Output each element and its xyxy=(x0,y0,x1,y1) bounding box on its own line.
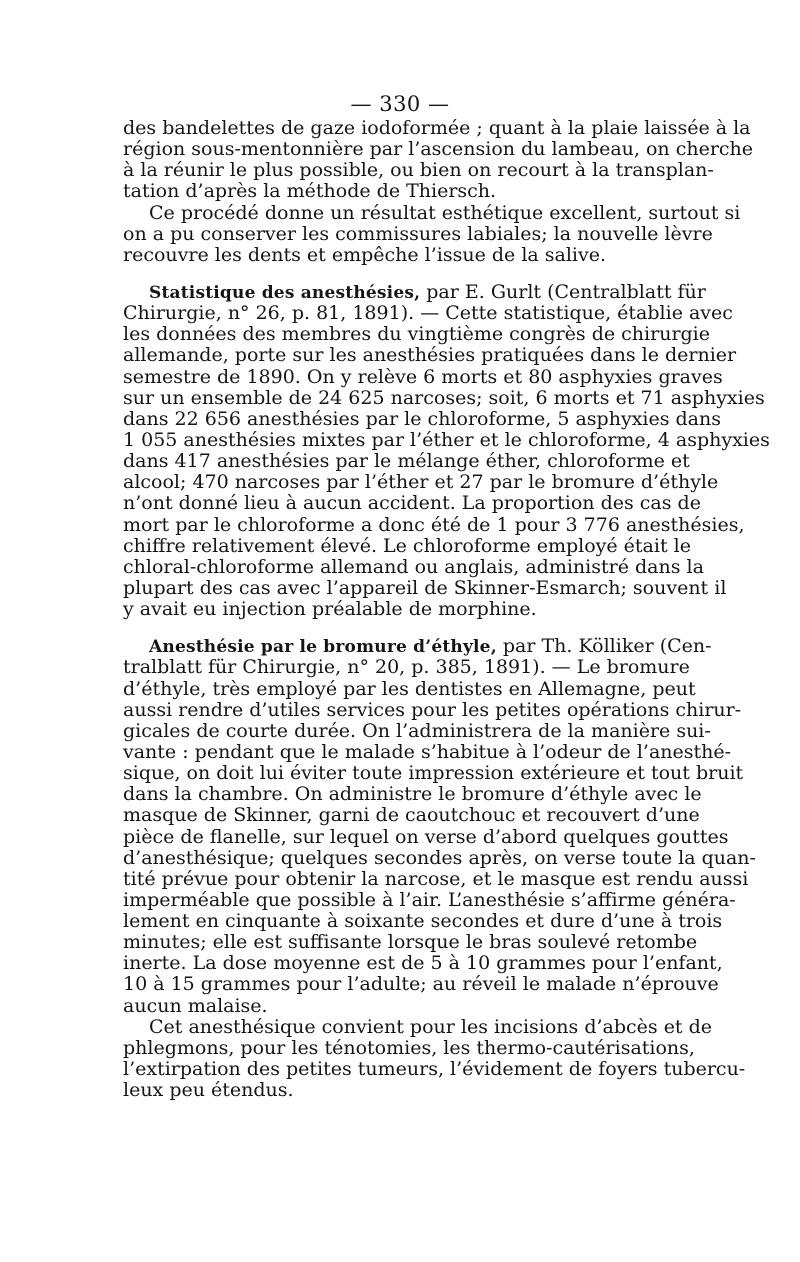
text-line xyxy=(123,656,690,679)
section-title: Statistique des anesthésies, xyxy=(149,282,421,303)
text-line xyxy=(123,846,756,869)
text-line xyxy=(123,762,744,785)
line-text: d’éthyle, très employé par les dentistes en Allemagne, peut xyxy=(123,677,696,700)
section-heading-line xyxy=(123,280,706,303)
line-text: tation d’après la méthode de Thiersch. xyxy=(123,180,497,203)
line-text: 1 055 anesthésies mixtes par l’éther et le chloroforme, 4 asphyxies xyxy=(123,428,770,451)
text-line xyxy=(123,159,714,182)
line-text: sur un ensemble de 24 625 narcoses; soit, 6 morts et 71 asphyxies xyxy=(123,386,765,409)
paragraph-gap xyxy=(123,266,681,282)
text-line xyxy=(123,910,723,933)
text-line xyxy=(123,245,681,266)
text-line xyxy=(123,888,736,911)
line-text: Ce procédé donne un résultat esthétique excellent, surtout si xyxy=(149,201,741,224)
text-line xyxy=(123,534,691,557)
line-text: sique, on doit lui éviter toute impression extérieure et tout bruit xyxy=(123,762,744,785)
line-text: des bandelettes de gaze iodoformée ; quant à la plaie laissée à la xyxy=(123,117,751,139)
line-text: gicales de courte durée. On l’administrera de la manière sui- xyxy=(123,719,711,742)
line-text: l’extirpation des petites tumeurs, l’évidement de foyers tubercu- xyxy=(123,1058,746,1081)
text-line xyxy=(123,201,741,224)
line-text: allemande, porte sur les anesthésies pratiquées dans le dernier xyxy=(123,344,737,367)
text-line xyxy=(123,677,696,700)
text-line xyxy=(123,1080,681,1101)
text-line xyxy=(123,1015,713,1038)
line-text: région sous-mentonnière par l’ascension du lambeau, on cherche xyxy=(123,138,754,161)
text-line xyxy=(123,117,751,139)
body-text xyxy=(123,117,770,1102)
text-line xyxy=(123,323,711,346)
line-text: leux peu étendus. xyxy=(123,1079,294,1102)
line-text: par E. Gurlt (Centralblatt für xyxy=(420,280,706,303)
text-line xyxy=(123,867,749,890)
text-line xyxy=(123,783,702,806)
paragraph-gap xyxy=(123,620,681,636)
line-text: inerte. La dose moyenne est de 5 à 10 grammes pour l’enfant, xyxy=(123,952,723,975)
text-line xyxy=(123,1036,695,1059)
line-text: semestre de 1890. On y relève 6 morts et 80 asphyxies graves xyxy=(123,365,723,388)
line-text: alcool; 470 narcoses par l’éther et 27 par le bromure d’éthyle xyxy=(123,471,719,494)
text-line xyxy=(123,698,742,721)
line-text: pièce de flanelle, sur lequel on verse d’abord quelques gouttes xyxy=(123,825,729,848)
text-line xyxy=(123,302,733,325)
line-text: aucun malaise. xyxy=(123,994,268,1017)
line-text: minutes; elle est suffisante lorsque le bras soulevé retombe xyxy=(123,931,698,954)
line-text: dans la chambre. On administre le bromure d’éthyle avec le xyxy=(123,783,702,806)
line-text: dans 417 anesthésies par le mélange éther, chloroforme et xyxy=(123,450,690,473)
text-line xyxy=(123,1058,746,1081)
page-number: — 330 — xyxy=(350,92,450,116)
line-text: Chirurgie, n° 26, p. 81, 1891). — Cette statistique, établie avec xyxy=(123,302,733,325)
section-heading-line xyxy=(123,635,712,658)
text-line xyxy=(123,931,698,954)
text-line xyxy=(123,576,727,599)
line-text: masque de Skinner, garni de caoutchouc et recouvert d’une xyxy=(123,804,700,827)
text-line xyxy=(123,513,745,536)
text-line xyxy=(123,428,770,451)
line-text: les données des membres du vingtième congrès de chirurgie xyxy=(123,323,711,346)
line-text: mort par le chloroforme a donc été de 1 pour 3 776 anesthésies, xyxy=(123,513,745,536)
text-line xyxy=(123,365,723,388)
text-line xyxy=(123,471,719,494)
line-text: vante : pendant que le malade s’habitue à l’odeur de l’anesthé- xyxy=(123,740,732,763)
text-line xyxy=(123,386,765,409)
line-text: phlegmons, pour les ténotomies, les thermo-cautérisations, xyxy=(123,1036,695,1059)
line-text: tralblatt für Chirurgie, n° 20, p. 385, 1891). — Le bromure xyxy=(123,656,690,679)
text-line xyxy=(123,450,690,473)
text-line xyxy=(123,222,713,245)
text-line xyxy=(123,952,723,975)
text-line xyxy=(123,719,711,742)
line-text: chiffre relativement élevé. Le chloroforme employé était le xyxy=(123,534,691,557)
line-text: par Th. Kölliker (Cen- xyxy=(496,635,712,658)
line-text: y avait eu injection préalable de morphine. xyxy=(123,598,537,621)
text-line xyxy=(123,740,732,763)
text-line xyxy=(123,344,737,367)
text-line xyxy=(123,599,681,620)
line-text: tité prévue pour obtenir la narcose, et le masque est rendu aussi xyxy=(123,867,749,890)
text-line xyxy=(123,555,704,578)
line-text: aussi rendre d’utiles services pour les petites opérations chirur- xyxy=(123,698,742,721)
text-line xyxy=(123,407,721,430)
text-line xyxy=(123,181,681,202)
line-text: recouvre les dents et empêche l’issue de la salive. xyxy=(123,243,607,266)
text-line xyxy=(123,138,754,161)
line-text: à la réunir le plus possible, ou bien on recourt à la transplan- xyxy=(123,159,714,182)
line-text: imperméable que possible à l’air. L’anesthésie s’affirme généra- xyxy=(123,888,736,911)
text-line xyxy=(123,996,681,1017)
line-text: dans 22 656 anesthésies par le chloroforme, 5 asphyxies dans xyxy=(123,407,721,430)
line-text: 10 à 15 grammes pour l’adulte; au réveil le malade n’éprouve xyxy=(123,973,719,996)
line-text: n’ont donné lieu à aucun accident. La proportion des cas de xyxy=(123,492,701,515)
line-text: lement en cinquante à soixante secondes et dure d’une à trois xyxy=(123,910,723,933)
text-line xyxy=(123,492,701,515)
text-line xyxy=(123,825,729,848)
text-line xyxy=(123,973,719,996)
line-text: chloral-chloroforme allemand ou anglais, administré dans la xyxy=(123,555,704,578)
line-text: Cet anesthésique convient pour les incisions d’abcès et de xyxy=(149,1015,713,1038)
line-text: d’anesthésique; quelques secondes après, on verse toute la quan- xyxy=(123,846,756,869)
line-text: on a pu conserver les commissures labiales; la nouvelle lèvre xyxy=(123,222,713,245)
section-title: Anesthésie par le bromure d’éthyle, xyxy=(149,637,497,658)
text-line xyxy=(123,804,700,827)
line-text: plupart des cas avec l’appareil de Skinner-Esmarch; souvent il xyxy=(123,576,727,599)
